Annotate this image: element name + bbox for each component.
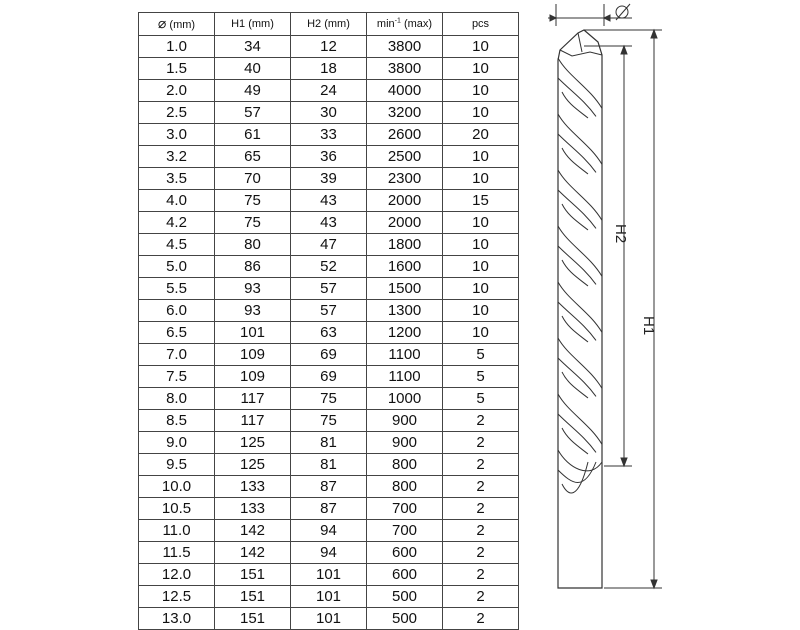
flute-edge (558, 450, 602, 471)
cell-rpm: 2000 (367, 212, 443, 234)
cell-rpm: 1500 (367, 278, 443, 300)
header-diameter (139, 13, 215, 36)
cell-pcs: 10 (443, 102, 519, 124)
table-row (139, 520, 519, 542)
cell-rpm: 900 (367, 432, 443, 454)
cell-h1: 65 (215, 146, 291, 168)
cell-pcs: 10 (443, 80, 519, 102)
drill-bit-diagram (520, 0, 800, 600)
cell-h2: 94 (291, 542, 367, 564)
cell-pcs: 5 (443, 388, 519, 410)
cell-h2: 18 (291, 58, 367, 80)
flute-land (558, 78, 596, 116)
cell-pcs: 10 (443, 212, 519, 234)
cell-h1: 93 (215, 300, 291, 322)
cell-rpm: 1600 (367, 256, 443, 278)
cell-h2: 94 (291, 520, 367, 542)
table-row (139, 212, 519, 234)
cell-rpm: 3800 (367, 36, 443, 58)
table-row (139, 80, 519, 102)
cell-h1: 109 (215, 344, 291, 366)
cell-h1: 151 (215, 608, 291, 630)
cell-pcs: 10 (443, 36, 519, 58)
cell-h1: 86 (215, 256, 291, 278)
flute-shadow (562, 372, 588, 398)
cell-rpm: 1300 (367, 300, 443, 322)
cell-rpm: 700 (367, 520, 443, 542)
cell-pcs: 15 (443, 190, 519, 212)
cell-h1: 34 (215, 36, 291, 58)
table-row (139, 146, 519, 168)
cell-diameter: 13.0 (139, 608, 215, 630)
flute-land (558, 358, 596, 396)
cell-pcs: 2 (443, 542, 519, 564)
cell-pcs: 2 (443, 410, 519, 432)
h2-arrow-top (621, 46, 627, 54)
cell-diameter: 3.0 (139, 124, 215, 146)
cell-pcs: 2 (443, 454, 519, 476)
table-row (139, 388, 519, 410)
cell-h2: 81 (291, 454, 367, 476)
cell-pcs: 10 (443, 300, 519, 322)
cell-diameter: 5.5 (139, 278, 215, 300)
cell-diameter: 6.0 (139, 300, 215, 322)
table-row (139, 564, 519, 586)
cell-diameter: 8.0 (139, 388, 215, 410)
cell-pcs: 10 (443, 234, 519, 256)
header-pcs: pcs (443, 13, 519, 36)
cell-h2: 87 (291, 476, 367, 498)
cell-h2: 24 (291, 80, 367, 102)
cell-h1: 61 (215, 124, 291, 146)
cell-diameter: 7.5 (139, 366, 215, 388)
cell-rpm: 1100 (367, 366, 443, 388)
cell-h1: 49 (215, 80, 291, 102)
table-row (139, 190, 519, 212)
flute-edge (558, 394, 602, 444)
cell-rpm: 500 (367, 586, 443, 608)
cell-pcs: 5 (443, 344, 519, 366)
cell-pcs: 20 (443, 124, 519, 146)
cell-h2: 75 (291, 410, 367, 432)
drill-spec-table (138, 12, 519, 630)
cell-h1: 133 (215, 476, 291, 498)
cell-pcs: 2 (443, 564, 519, 586)
cell-h1: 133 (215, 498, 291, 520)
cell-rpm: 3200 (367, 102, 443, 124)
cell-rpm: 3800 (367, 58, 443, 80)
cell-rpm: 700 (367, 498, 443, 520)
cell-h2: 36 (291, 146, 367, 168)
flute-edge (558, 170, 602, 220)
cell-diameter: 11.5 (139, 542, 215, 564)
table-row (139, 454, 519, 476)
flute-land (558, 414, 596, 452)
table-body (139, 36, 519, 630)
cell-h1: 125 (215, 432, 291, 454)
table-row (139, 608, 519, 630)
table-row (139, 234, 519, 256)
table-row (139, 300, 519, 322)
cell-diameter: 11.0 (139, 520, 215, 542)
cell-h2: 101 (291, 608, 367, 630)
cell-h1: 109 (215, 366, 291, 388)
cell-pcs: 5 (443, 366, 519, 388)
table-row (139, 36, 519, 58)
h1-arrow-top (651, 30, 657, 38)
cell-h2: 47 (291, 234, 367, 256)
cell-h1: 57 (215, 102, 291, 124)
diameter-arrow-right (604, 15, 610, 21)
cell-diameter: 10.0 (139, 476, 215, 498)
flute-land (558, 190, 596, 228)
h2-dimension (584, 46, 632, 466)
table-row (139, 344, 519, 366)
flute-shadow (562, 316, 588, 342)
cell-rpm: 900 (367, 410, 443, 432)
table-row (139, 168, 519, 190)
cell-h1: 75 (215, 212, 291, 234)
flute-edge (558, 226, 602, 276)
cell-h2: 30 (291, 102, 367, 124)
flute-land (558, 462, 596, 483)
table-row (139, 498, 519, 520)
cell-h2: 75 (291, 388, 367, 410)
flute-shadow (562, 428, 588, 454)
header-h2: H2 (mm) (291, 13, 367, 36)
cell-diameter: 3.2 (139, 146, 215, 168)
cell-pcs: 10 (443, 322, 519, 344)
cell-diameter: 4.5 (139, 234, 215, 256)
cell-diameter: 8.5 (139, 410, 215, 432)
flute-edge (558, 338, 602, 388)
cell-diameter: 6.5 (139, 322, 215, 344)
cell-diameter: 4.0 (139, 190, 215, 212)
cell-diameter: 2.5 (139, 102, 215, 124)
table-row (139, 278, 519, 300)
cell-pcs: 10 (443, 256, 519, 278)
cell-rpm: 1200 (367, 322, 443, 344)
cell-h2: 63 (291, 322, 367, 344)
cell-h1: 125 (215, 454, 291, 476)
cell-diameter: 2.0 (139, 80, 215, 102)
cell-h1: 117 (215, 410, 291, 432)
cell-h2: 43 (291, 212, 367, 234)
diameter-arrow-left (550, 15, 556, 21)
h1-dimension (584, 30, 662, 588)
rpm-suffix: (max) (400, 18, 433, 30)
cell-h2: 33 (291, 124, 367, 146)
cell-h1: 151 (215, 586, 291, 608)
header-rpm (367, 13, 443, 36)
cell-h1: 142 (215, 542, 291, 564)
h2-arrow-bottom (621, 458, 627, 466)
rpm-exponent: -1 (394, 17, 401, 25)
table-row (139, 542, 519, 564)
h2-label: H2 (612, 224, 629, 244)
cell-h1: 101 (215, 322, 291, 344)
diameter-symbol: ⌀ (157, 15, 167, 31)
flute-land (558, 134, 596, 172)
cell-h2: 101 (291, 564, 367, 586)
cell-h2: 52 (291, 256, 367, 278)
diameter-unit: (mm) (169, 19, 196, 31)
cell-h1: 75 (215, 190, 291, 212)
cell-diameter: 7.0 (139, 344, 215, 366)
drill-tip-edge (560, 50, 602, 56)
table-row (139, 410, 519, 432)
h1-label: H1 (640, 316, 657, 336)
table-row (139, 124, 519, 146)
cell-rpm: 2500 (367, 146, 443, 168)
cell-h1: 40 (215, 58, 291, 80)
table-row (139, 58, 519, 80)
cell-rpm: 1100 (367, 344, 443, 366)
cell-rpm: 2600 (367, 124, 443, 146)
flute-edge (558, 114, 602, 164)
flute-shadow (562, 148, 588, 174)
table-row (139, 432, 519, 454)
cell-rpm: 4000 (367, 80, 443, 102)
h1-arrow-bottom (651, 580, 657, 588)
cell-h2: 57 (291, 278, 367, 300)
table-row (139, 102, 519, 124)
cell-pcs: 2 (443, 520, 519, 542)
cell-h2: 81 (291, 432, 367, 454)
cell-rpm: 1800 (367, 234, 443, 256)
flute-shadow (562, 92, 588, 118)
cell-rpm: 800 (367, 476, 443, 498)
header-h1: H1 (mm) (215, 13, 291, 36)
cell-rpm: 2300 (367, 168, 443, 190)
flute-shadow (562, 204, 588, 230)
cell-rpm: 500 (367, 608, 443, 630)
cell-pcs: 10 (443, 278, 519, 300)
flute-edge (558, 58, 602, 108)
flute-edge (558, 282, 602, 332)
cell-h2: 101 (291, 586, 367, 608)
cell-diameter: 12.5 (139, 586, 215, 608)
cell-diameter: 12.0 (139, 564, 215, 586)
cell-h1: 117 (215, 388, 291, 410)
flute-land (558, 302, 596, 340)
cell-diameter: 3.5 (139, 168, 215, 190)
cell-h2: 39 (291, 168, 367, 190)
drill-tip-chisel (578, 33, 582, 52)
cell-diameter: 1.5 (139, 58, 215, 80)
cell-pcs: 2 (443, 476, 519, 498)
cell-pcs: 10 (443, 146, 519, 168)
cell-h2: 87 (291, 498, 367, 520)
cell-pcs: 2 (443, 432, 519, 454)
cell-diameter: 4.2 (139, 212, 215, 234)
cell-rpm: 1000 (367, 388, 443, 410)
cell-pcs: 2 (443, 586, 519, 608)
table-row (139, 476, 519, 498)
cell-pcs: 10 (443, 58, 519, 80)
cell-h2: 12 (291, 36, 367, 58)
cell-diameter: 10.5 (139, 498, 215, 520)
cell-h1: 70 (215, 168, 291, 190)
cell-diameter: 9.5 (139, 454, 215, 476)
table-row (139, 586, 519, 608)
cell-rpm: 800 (367, 454, 443, 476)
cell-h2: 57 (291, 300, 367, 322)
cell-pcs: 10 (443, 168, 519, 190)
table-row (139, 322, 519, 344)
cell-h1: 142 (215, 520, 291, 542)
flute-land (558, 246, 596, 284)
cell-h2: 69 (291, 366, 367, 388)
table-row (139, 366, 519, 388)
cell-h1: 93 (215, 278, 291, 300)
drill-flutes (558, 58, 602, 493)
cell-diameter: 5.0 (139, 256, 215, 278)
table-header-row (139, 13, 519, 36)
cell-rpm: 2000 (367, 190, 443, 212)
cell-diameter: 9.0 (139, 432, 215, 454)
cell-rpm: 600 (367, 542, 443, 564)
cell-rpm: 600 (367, 564, 443, 586)
rpm-base: min (376, 18, 395, 30)
cell-pcs: 2 (443, 608, 519, 630)
cell-h1: 80 (215, 234, 291, 256)
flute-shadow (562, 260, 588, 286)
cell-h2: 43 (291, 190, 367, 212)
cell-h1: 151 (215, 564, 291, 586)
cell-h2: 69 (291, 344, 367, 366)
cell-diameter: 1.0 (139, 36, 215, 58)
table-row (139, 256, 519, 278)
cell-pcs: 2 (443, 498, 519, 520)
